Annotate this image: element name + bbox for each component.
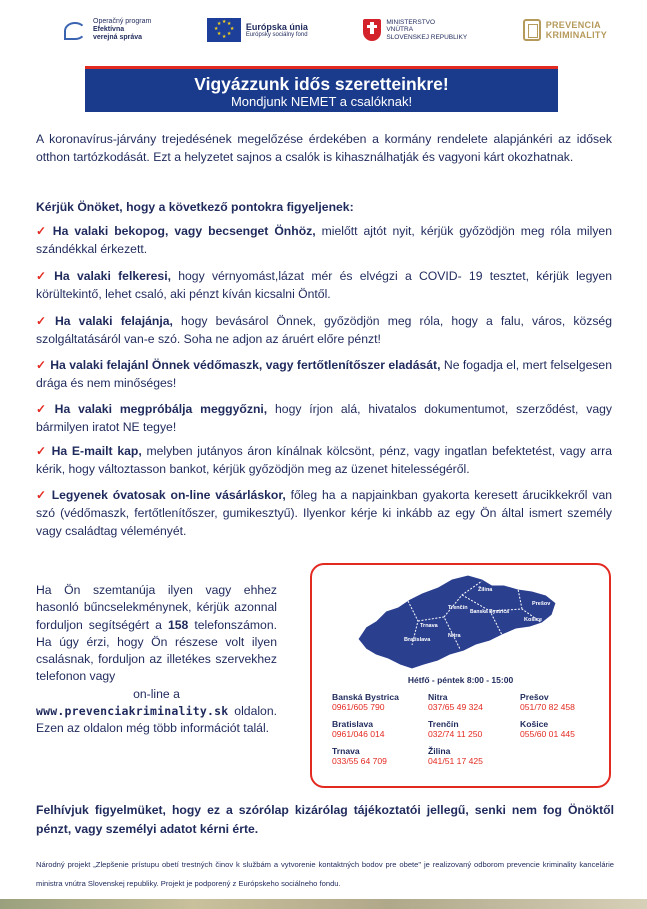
office-phone: 0961/605 790 <box>332 702 385 712</box>
bottom-background-strip <box>0 899 647 909</box>
logo-row <box>62 10 607 50</box>
advice-item: ✓ Legyenek óvatosak on-line vásárláskor, főleg ha a napjainkban gyakorta keresett árucikkekről van szó (védőmaszk, fertőtlenítőszer, gumikesztyű). Ilyenkor kérje ki inkább az egy Ön által ismert személy vagy családtag véleményét. <box>36 488 613 538</box>
office-entry: Prešov 051/70 82 458 <box>520 692 600 713</box>
map-label-zilina: Žilina <box>478 587 493 593</box>
office-phone: 051/70 82 458 <box>520 702 575 712</box>
check-icon: ✓ <box>36 224 49 238</box>
slovak-shield-icon <box>363 19 381 41</box>
ministry-line3: SLOVENSKEJ REPUBLIKY <box>386 33 468 41</box>
map-label-bratislava: Bratislava <box>404 637 431 643</box>
prevencia-logo <box>523 19 607 41</box>
prevencia-icon <box>523 19 541 41</box>
office-phone: 037/65 49 324 <box>428 702 483 712</box>
office-entry: Žilina 041/51 17 425 <box>428 746 520 767</box>
office-entry: Nitra 037/65 49 324 <box>428 692 520 713</box>
advice-item: ✓ Ha valaki felajánja, hogy bevásárol Önnek, győzödjön meg róla, hogy a falu, város, község szolgáltatásáról van-e szó. Soha ne adjon az áruért előre pénzt! <box>36 314 612 346</box>
offices-grid <box>332 692 602 767</box>
eu-title: Európska únia <box>245 22 308 32</box>
map-label-banska-bystrica: Banská Bystrica <box>470 609 509 615</box>
map-label-presov: Prešov <box>532 601 551 607</box>
office-phone: 0961/046 014 <box>332 729 385 739</box>
eu-flag-icon: ★ ★ ★ ★ ★ ★ ★ ★ <box>207 18 241 42</box>
project-note: Národný projekt „Zlepšenie prístupu obetí trestných činov k službám a vytvorenie kontaktných bodov pre obete" je realizovaný odborom prevencie kriminality kancelárie ministra vnútra Slovenskej republiky. Projekt je podporený z Európskeho sociálneho fondu. <box>36 860 614 888</box>
map-label-kosice: Košice <box>524 617 543 623</box>
check-icon: ✓ <box>36 314 51 328</box>
offices-map-box <box>310 563 611 788</box>
ministry-line1: MINISTERSTVO <box>386 18 436 26</box>
ministry-line2: VNÚTRA <box>386 26 414 34</box>
instructions-heading: Kérjük Önöket, hogy a következő pontokra figyeljenek: <box>36 200 354 214</box>
prevencia-line2: KRIMINALITY <box>545 30 607 40</box>
advice-item: ✓ Ha valaki megpróbálja meggyőzni, hogy írjon alá, hivatalos dokumentumot, szerződést, vagy bármilyen iratot NE tegye! <box>36 402 613 434</box>
advice-item: ✓ Ha E-mailt kap, melyben jutányos áron kínálnak kölcsönt, pénz, vagy ingatlan befektetést, vagy arra kérik, hogy változtasson bankot, kérjük győzödjön meg az üzenet hitelességéről. <box>36 444 613 476</box>
check-icon: ✓ <box>36 358 47 372</box>
emergency-number: 158 <box>167 617 189 632</box>
check-icon: ✓ <box>36 402 51 416</box>
map-label-trnava: Trnava <box>420 623 438 629</box>
op-line1: Operačný program <box>93 18 152 25</box>
map-label-trencin: Trenčín <box>448 605 468 611</box>
office-phone: 033/55 64 709 <box>332 756 387 766</box>
map-label-nitra: Nitra <box>448 633 461 639</box>
title-banner <box>85 66 558 112</box>
office-entry: Trnava 033/55 64 709 <box>332 746 428 767</box>
op-logo-icon <box>62 18 88 42</box>
office-entry: Bratislava 0961/046 014 <box>332 719 428 740</box>
office-phone: 055/60 01 445 <box>520 729 575 739</box>
contact-paragraph: Ha Ön szemtanúja ilyen vagy ehhez hasonló bűncselekménynek, kérjük azonnal forduljon segítségért a 158 telefonszámon. Ha úgy érzi, hogy Ön részese volt ilyen csalásnak, forduljon az illetékes szervekhez telefonon vagy on-line a www.prevenciakriminality.sk oldalon. Ezen az oldalon még több információt talál. <box>36 583 277 736</box>
intro-paragraph: A koronavírus-járvány trejedésének megelőzése érdekében a kormány rendelete alapjánkéri az idősek otthon tartózkodását. Ezt a helyzetet sajnos a csalók is kihasználhatják és vagyoni kárt okozhatnak. <box>36 132 612 164</box>
check-icon: ✓ <box>36 269 51 283</box>
page-subtitle: Mondjunk NEMET a csalóknak! <box>230 94 413 109</box>
op-line3: verejná správa <box>93 34 143 41</box>
check-icon: ✓ <box>36 444 48 458</box>
slovakia-map <box>352 565 562 673</box>
check-icon: ✓ <box>36 488 48 502</box>
advice-item: ✓ Ha valaki felkeresi, hogy vérnyomást,lázat mér és elvégzi a COVID- 19 tesztet, kérjük legyen körültekintő, lehet csaló, aki pénzt kíván kicsalni Öntől. <box>36 269 612 301</box>
website-link[interactable]: www.prevenciakriminality.sk <box>36 704 229 719</box>
office-phone: 041/51 17 425 <box>428 756 483 766</box>
disclaimer-paragraph: Felhívjuk figyelmüket, hogy ez a szórólap kizárólag tájékoztatói jellegű, senki nem fog Önöktől pénzt, vagy személyi adatot kérni érte. <box>36 803 614 836</box>
page-title: Vigyázzunk idős szeretteinkre! <box>194 74 449 94</box>
advice-item: ✓ Ha valaki felajánl Önnek védőmaszk, vagy fertőtlenítőszer eladását, Ne fogadja el, mert felselgesen drága és nem minőséges! <box>36 358 612 390</box>
office-hours: Hétfő - péntek 8:00 - 15:00 <box>407 675 514 685</box>
eu-logo <box>207 18 308 42</box>
eu-subtitle: Európsky sociálny fond <box>245 32 308 38</box>
advice-item: ✓ Ha valaki bekopog, vagy becsenget Önhöz, mielőtt ajtót nyit, kérjük győzödjön meg róla milyen szándékkal érkezett. <box>36 224 612 256</box>
ministry-logo <box>363 19 467 42</box>
office-entry: Banská Bystrica 0961/605 790 <box>332 692 428 713</box>
office-phone: 032/74 11 250 <box>428 729 483 739</box>
office-entry: Trenčín 032/74 11 250 <box>428 719 520 740</box>
op-logo <box>62 18 151 42</box>
prevencia-line1: PREVENCIA <box>545 20 601 30</box>
office-entry: Košice 055/60 01 445 <box>520 719 600 740</box>
op-line2: Efektívna <box>93 26 125 33</box>
